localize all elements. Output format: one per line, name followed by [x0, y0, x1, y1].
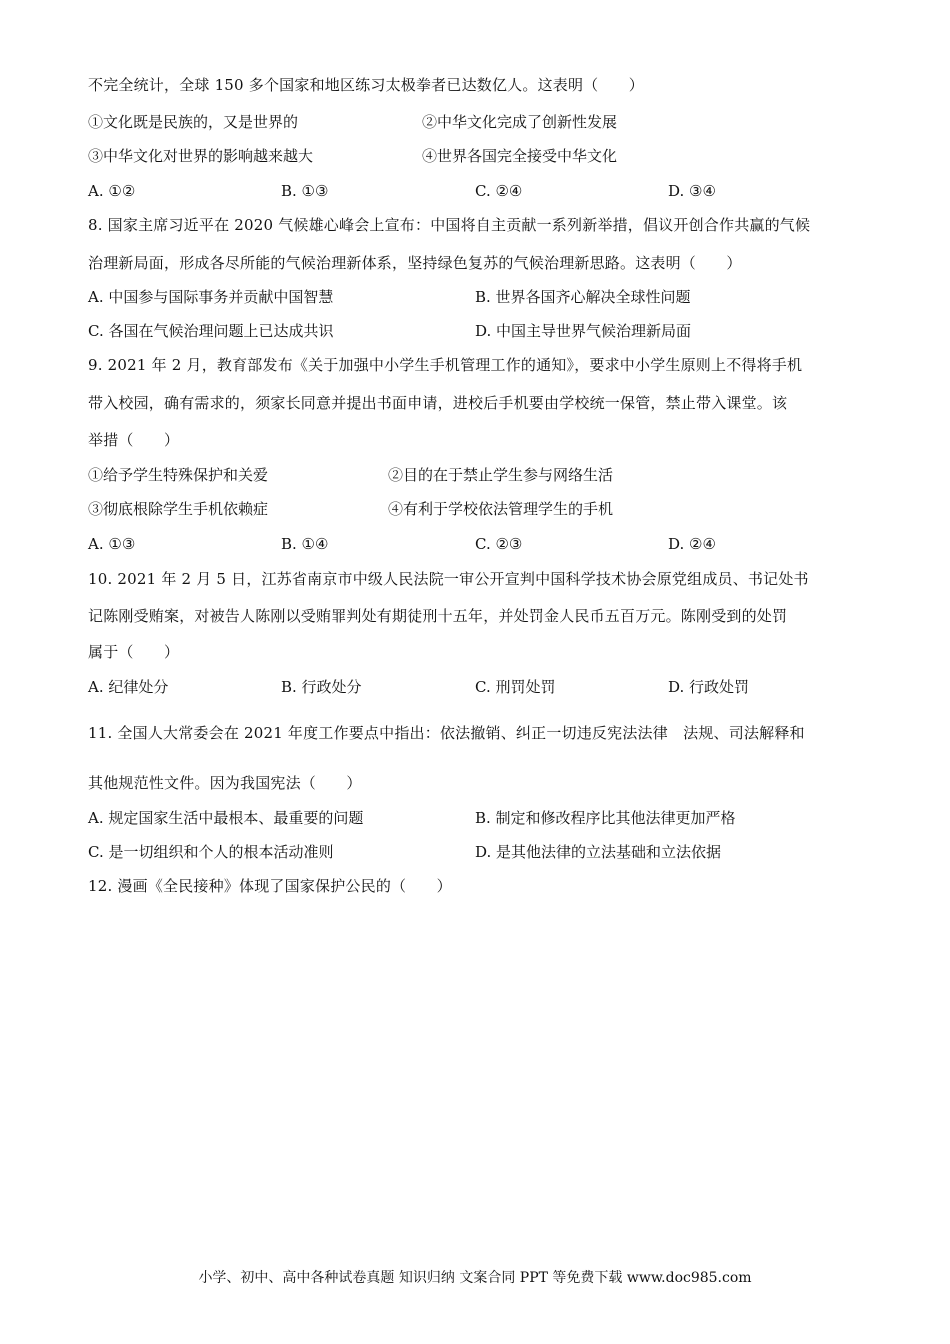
q10-option-d: D. 行政处罚 [668, 678, 750, 696]
q8-stem-line-2: 治理新局面，形成各尽所能的气候治理新体系，坚持绿色复苏的气候治理新思路。这表明（ ） [88, 254, 742, 272]
q9-option-d: D. ②④ [668, 535, 716, 553]
q10-option-c: C. 刑罚处罚 [475, 678, 556, 696]
q10-stem-line-3: 属于（ ） [88, 643, 180, 661]
q11-option-a: A. 规定国家生活中最根本、最重要的问题 [88, 809, 364, 827]
q9-statement-1: ①给予学生特殊保护和关爱 [88, 466, 269, 484]
q7-statement-3: ③中华文化对世界的影响越来越大 [88, 147, 314, 165]
q12-stem: 12. 漫画《全民接种》体现了国家保护公民的（ ） [88, 877, 452, 895]
q10-stem-line-2: 记陈刚受贿案，对被告人陈刚以受贿罪判处有期徒刑十五年，并处罚金人民币五百万元。陈刚受到的处罚 [88, 607, 788, 625]
q7-stem-tail: 不完全统计，全球 150 多个国家和地区练习太极拳者已达数亿人。这表明（ ） [88, 76, 644, 94]
q9-statement-3: ③彻底根除学生手机依赖症 [88, 500, 269, 518]
q8-option-b: B. 世界各国齐心解决全球性问题 [475, 288, 691, 306]
q7-option-d: D. ③④ [668, 182, 716, 200]
q9-option-a: A. ①③ [88, 535, 136, 553]
q11-stem-line-2: 其他规范性文件。因为我国宪法（ ） [88, 774, 362, 792]
q8-option-d: D. 中国主导世界气候治理新局面 [475, 322, 692, 340]
q10-option-a: A. 纪律处分 [88, 678, 169, 696]
q8-stem-line-1: 8. 国家主席习近平在 2020 气候雄心峰会上宣布：中国将自主贡献一系列新举措，倡议开创合作共赢的气候 [88, 216, 811, 234]
q7-option-a: A. ①② [88, 182, 136, 200]
q11-stem-line-1: 11. 全国人大常委会在 2021 年度工作要点中指出：依法撤销、纠正一切违反宪法法律 法规、司法解释和 [88, 724, 805, 742]
q7-option-b: B. ①③ [281, 182, 329, 200]
q9-stem-line-1: 9. 2021 年 2 月，教育部发布《关于加强中小学生手机管理工作的通知》，要求中小学生原则上不得将手机 [88, 356, 803, 374]
q11-option-c: C. 是一切组织和个人的根本活动准则 [88, 843, 334, 861]
q9-option-b: B. ①④ [281, 535, 329, 553]
q9-statement-4: ④有利于学校依法管理学生的手机 [388, 500, 614, 518]
q8-option-a: A. 中国参与国际事务并贡献中国智慧 [88, 288, 334, 306]
q9-statement-2: ②目的在于禁止学生参与网络生活 [388, 466, 614, 484]
q7-statement-2: ②中华文化完成了创新性发展 [422, 113, 618, 131]
page-footer: 小学、初中、高中各种试卷真题 知识归纳 文案合同 PPT 等免费下载 www.doc985.com [198, 1270, 752, 1286]
q7-statement-4: ④世界各国完全接受中华文化 [422, 147, 618, 165]
q7-statement-1: ①文化既是民族的，又是世界的 [88, 113, 299, 131]
q8-option-c: C. 各国在气候治理问题上已达成共识 [88, 322, 334, 340]
q10-stem-line-1: 10. 2021 年 2 月 5 日，江苏省南京市中级人民法院一审公开宣判中国科学技术协会原党组成员、书记处书 [88, 570, 809, 588]
q9-stem-line-2: 带入校园，确有需求的，须家长同意并提出书面申请，进校后手机要由学校统一保管，禁止带入课堂。该 [88, 394, 788, 412]
q9-stem-line-3: 举措（ ） [88, 431, 180, 449]
q11-option-d: D. 是其他法律的立法基础和立法依据 [475, 843, 722, 861]
q9-option-c: C. ②③ [475, 535, 523, 553]
q10-option-b: B. 行政处分 [281, 678, 362, 696]
q7-option-c: C. ②④ [475, 182, 523, 200]
q11-option-b: B. 制定和修改程序比其他法律更加严格 [475, 809, 736, 827]
